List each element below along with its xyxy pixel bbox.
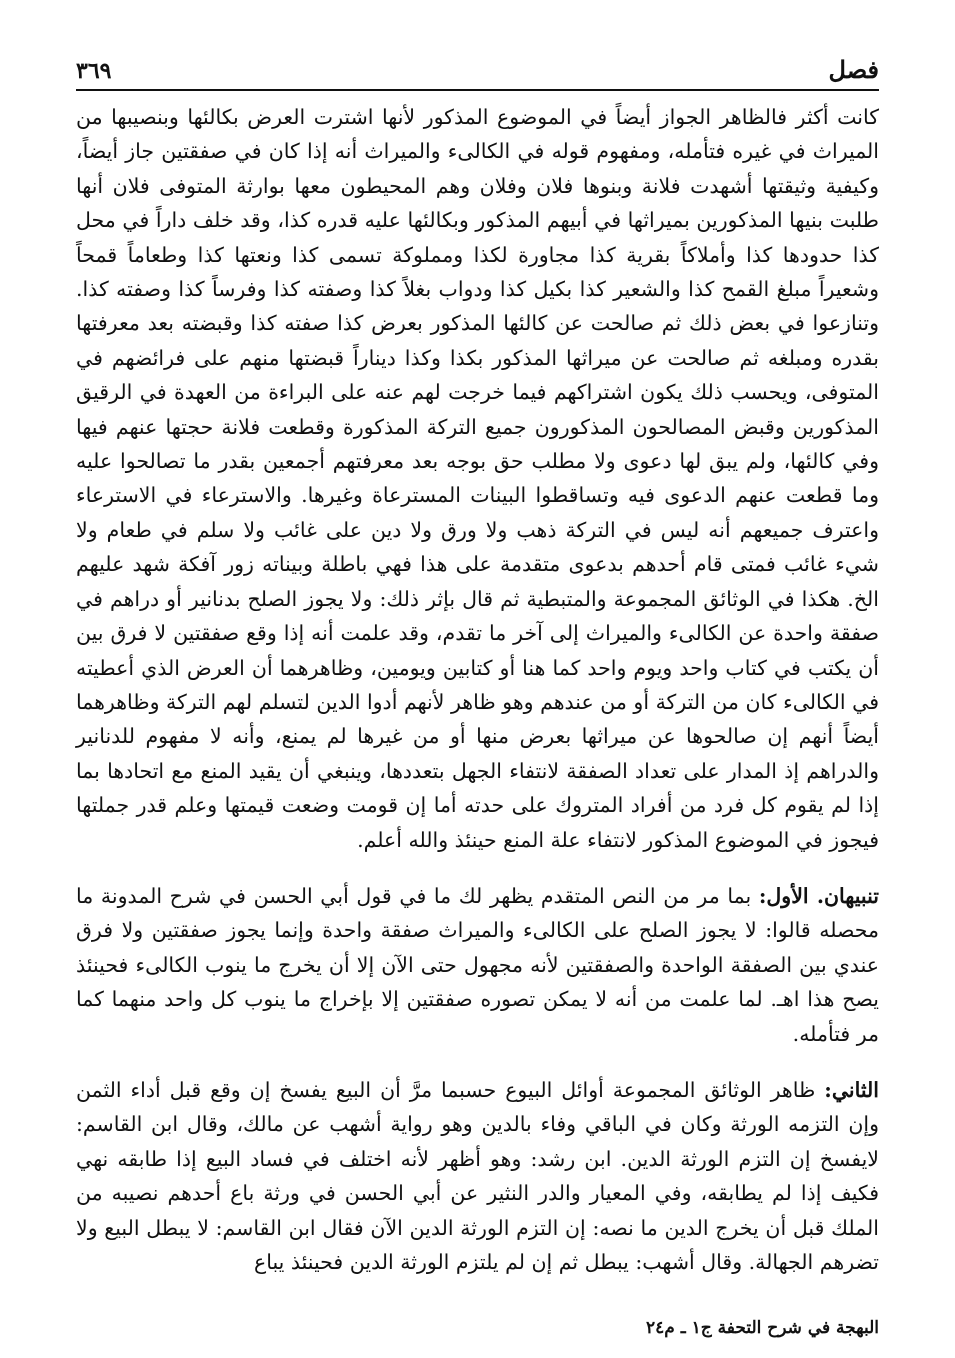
main-paragraph: كانت أكثر فالظاهر الجواز أيضاً في الموضوع المذكور لأنها اشترت العرض بكالئها وبنصيبها من الميراث في غيره فتأمله، ومفهوم قوله في الكالىء والميراث أنه إذا كان في صفقتين جاز أيضاً، وكيفية وثيقتها أشهدت فلانة وبنوها فلان وفلان وهم المحيطون معها بوارثة المتوفى فلان أنها طلبت بنيها المذكورين بميراثها في أبيهم المذكور وبكالئها عليه قدره كذا، وقد خلف داراً في محل كذا حدودها كذا وأملاكاً بقرية كذا مجاورة لكذا ومملوكة تسمى كذا ونعتها كذا وطعاماً قمحاً وشعيراً مبلغ القمح كذا والشعير كذا بكيل كذا ودواب بغلاً كذا وصفته كذا وفرساً كذا وصفته كذا. وتنازعوا في بعض ذلك ثم صالحت عن كالئها المذكور بعرض كذا صفته كذا وقبضته بعد معرفتها بقدره ومبلغه ثم صالحت عن ميراثها المذكور بكذا وكذا ديناراً قبضتها منهم على فرائضهم في المتوفى، ويحسب ذلك يكون اشتراكهم فيما خرجت لهم عنه على البراءة من العهدة في الرقيق المذكورين وقبض المصالحون المذكورون جميع التركة المذكورة وقطعت فلانة حجتها عنهم فيها وفي كالئها، ولم يبق لها دعوى ولا مطلب حق بوجه بعد معرفتهم أجمعين بقدر ما تصالحوا عليه وما قطعت عنهم الدعوى فيه وتساقطوا البينات المسترعاة وغيرها. والاسترعاء في الاسترعاء واعترف جميعهم أنه ليس في التركة ذهب ولا ورق ولا دين على غائب ولا سلم في طعام ولا شيء غائب فمتى قام أحدهم بدعوى متقدمة على هذا فهي باطلة وبيناته زور آفكة شهد عليهم الخ. هكذا في الوثائق المجموعة والمتبطية ثم قال بإثر ذلك: ولا يجوز الصلح بدنانير أو دراهم في صفقة واحدة عن الكالىء والميراث إلى آخر ما تقدم، وقد علمت أنه إذا وقع صفقتين لا فرق بين أن يكتب في كتاب واحد ويوم واحد كما هنا أو كتابين ويومين، وظاهرهما أن العرض الذي أعطيته في الكالىء كان من التركة أو من عندهم وهو ظاهر لأنهم أدوا الدين لتسلم لهم التركة وظاهرهما أيضاً أنهم إن صالحوها عن ميراثها بعرض منها أو من غيرها لم يمنع، وأنه لا مفهوم للدنانير والدراهم إذ المدار على تعداد الصفقة لانتفاء الجهل بتعددها، وينبغي أن يقيد المنع مع اتحادها بما إذا لم يقوم كل فرد من أفراد المتروك على حدته أما إن قومت وضعت قيمتها وعلم قدر جملتها فيجوز في الموضوع المذكور لانتفاء علة المنع حينئذ والله أعلم.	[76, 105, 880, 852]
note-second-lead: الثاني:	[824, 1077, 879, 1102]
page-footer: البهجة في شرح التحفة ج١ ـ م٢٤	[646, 1318, 879, 1338]
note-first-lead: تنبيهان. الأول:	[758, 883, 879, 908]
page-number: ٣٦٩	[76, 58, 112, 84]
note-second	[76, 1073, 879, 1279]
note-first	[76, 879, 879, 1051]
header-rule	[76, 89, 879, 91]
note-second-text: ظاهر الوثائق المجموعة أوائل البيوع حسبما مرَّ أن البيع يفسخ إن وقع قبل أداء الثمن وإن التزمه الورثة وكان في الباقي وفاء بالدين وهو رواية أشهب عن مالك، وقال ابن القاسم: لايفسخ إن التزم الورثة الدين. ابن رشد: وهو أظهر لأنه اختلف في فساد البيع إذا طابقه نهي فكيف إذا لم يطابقه، وفي المعيار والدر النثير عن أبي الحسن في ورثة باع أحدهم نصيبه من الملك قبل أن يخرج الدين ما نصه: إن التزم الورثة الدين الآن فقال ابن القاسم: لا يبطل البيع ولا تضرهم الجهالة. وقال أشهب: يبطل ثم إن لم يلتزم الورثة الدين فحينئذ يباع	[76, 1077, 879, 1274]
section-title: فصل	[828, 55, 879, 84]
page-body	[76, 100, 879, 1279]
page-header	[76, 44, 879, 84]
note-first-text: بما مر من النص المتقدم يظهر لك ما في قول أبي الحسن في شرح المدونة ما محصله قالوا: لا يجوز الصلح على الكالىء والميراث صفقة واحدة وإنما يجوز صفقتين ولا فرق عندي بين الصفقة الواحدة والصفقتين لأنه مجهول حتى الآن إلا أن يخرج ما ينوب الكالىء فحينئذ يصح هذا اهـ. لما علمت من أنه لا يمكن تصوره صفقتين إلا بإخراج ما ينوب كل واحد منهما كما مر فتأمله.	[76, 883, 879, 1046]
